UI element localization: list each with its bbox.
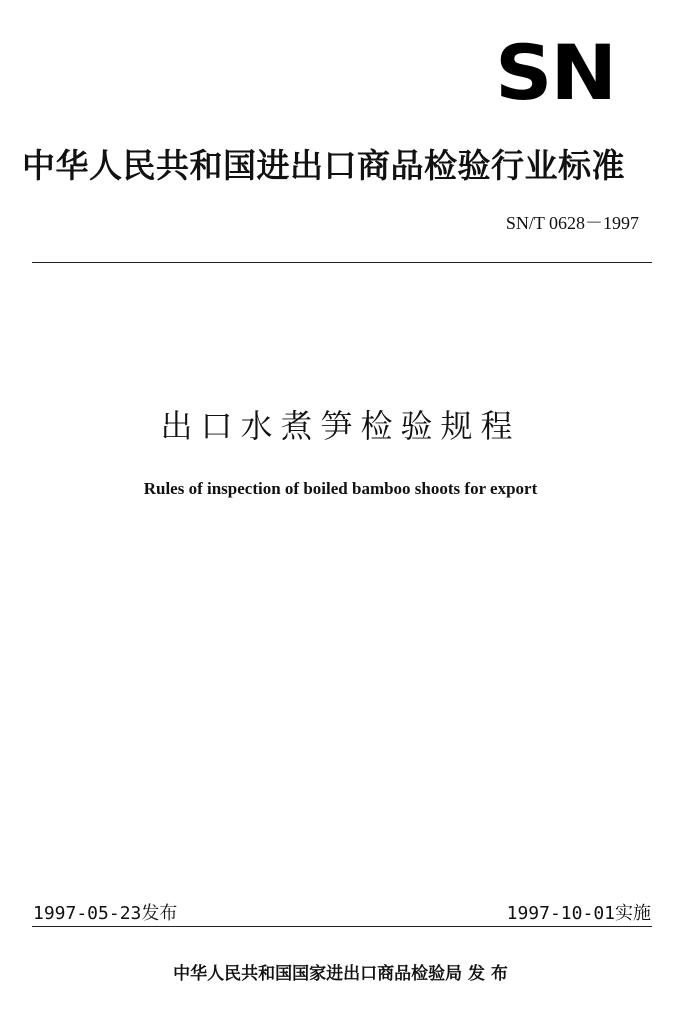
implementation-date: 1997-10-01实施 bbox=[506, 903, 651, 924]
standard-code: SN/T 0628－1997 bbox=[505, 213, 639, 233]
sn-logo: SN bbox=[495, 28, 616, 117]
issue-date: 1997-05-23发布 bbox=[33, 903, 178, 924]
standard-category: 中华人民共和国进出口商品检验行业标准 bbox=[22, 146, 625, 185]
publisher: 中华人民共和国国家进出口商品检验局 发 布 bbox=[173, 964, 508, 984]
title-english: Rules of inspection of boiled bamboo shoots for export bbox=[143, 479, 538, 498]
title-chinese: 出口水煮笋检验规程 bbox=[160, 407, 521, 445]
top-divider bbox=[32, 262, 652, 263]
bottom-divider bbox=[32, 926, 652, 927]
